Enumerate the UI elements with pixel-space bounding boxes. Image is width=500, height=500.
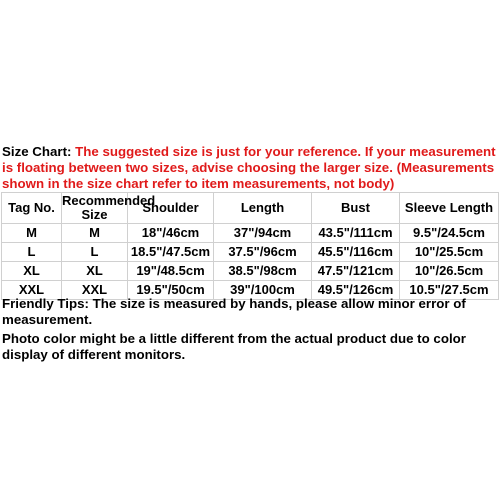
cell-length: 37"/94cm [214,224,312,243]
cell-sleeve-length: 9.5"/24.5cm [400,224,499,243]
cell-shoulder: 19.5"/50cm [128,281,214,300]
cell-sleeve-length: 10"/26.5cm [400,262,499,281]
header-shoulder: Shoulder [128,193,214,224]
cell-sleeve-length: 10.5"/27.5cm [400,281,499,300]
cell-shoulder: 19"/48.5cm [128,262,214,281]
cell-recommended-size: M [62,224,128,243]
friendly-tips [2,296,496,366]
cell-shoulder: 18"/46cm [128,224,214,243]
size-table [1,192,499,300]
table-row [2,243,499,262]
header-tag-no: Tag No. [2,193,62,224]
cell-bust: 47.5"/121cm [312,262,400,281]
cell-tag-no: XXL [2,281,62,300]
header-bust: Bust [312,193,400,224]
cell-tag-no: M [2,224,62,243]
cell-shoulder: 18.5"/47.5cm [128,243,214,262]
cell-bust: 43.5"/111cm [312,224,400,243]
tip-color-display: Photo color might be a little different from the actual product due to color display of different monitors. [2,331,466,362]
cell-bust: 49.5"/126cm [312,281,400,300]
table-row [2,262,499,281]
cell-tag-no: XL [2,262,62,281]
cell-length: 39"/100cm [214,281,312,300]
intro-paragraph [2,144,496,192]
size-chart-intro [2,144,496,192]
tip-measurement: Friendly Tips: The size is measured by hands, please allow minor error of measurement. [2,296,466,327]
size-chart-label: Size Chart: [2,144,76,159]
table-header-row [2,193,499,224]
cell-length: 38.5"/98cm [214,262,312,281]
cell-length: 37.5"/96cm [214,243,312,262]
table-row [2,224,499,243]
cell-recommended-size: XL [62,262,128,281]
cell-recommended-size: L [62,243,128,262]
size-reference-note: The suggested size is just for your reference. If your measurement is floating between two sizes, advise choosing the larger size. (Measurements shown in the size chart refer to item measurements, not body) [2,144,496,191]
header-length: Length [214,193,312,224]
cell-bust: 45.5"/116cm [312,243,400,262]
cell-tag-no: L [2,243,62,262]
header-sleeve-length: Sleeve Length [400,193,499,224]
cell-sleeve-length: 10"/25.5cm [400,243,499,262]
cell-recommended-size: XXL [62,281,128,300]
header-recommended-size: Recommended Size [62,193,156,222]
